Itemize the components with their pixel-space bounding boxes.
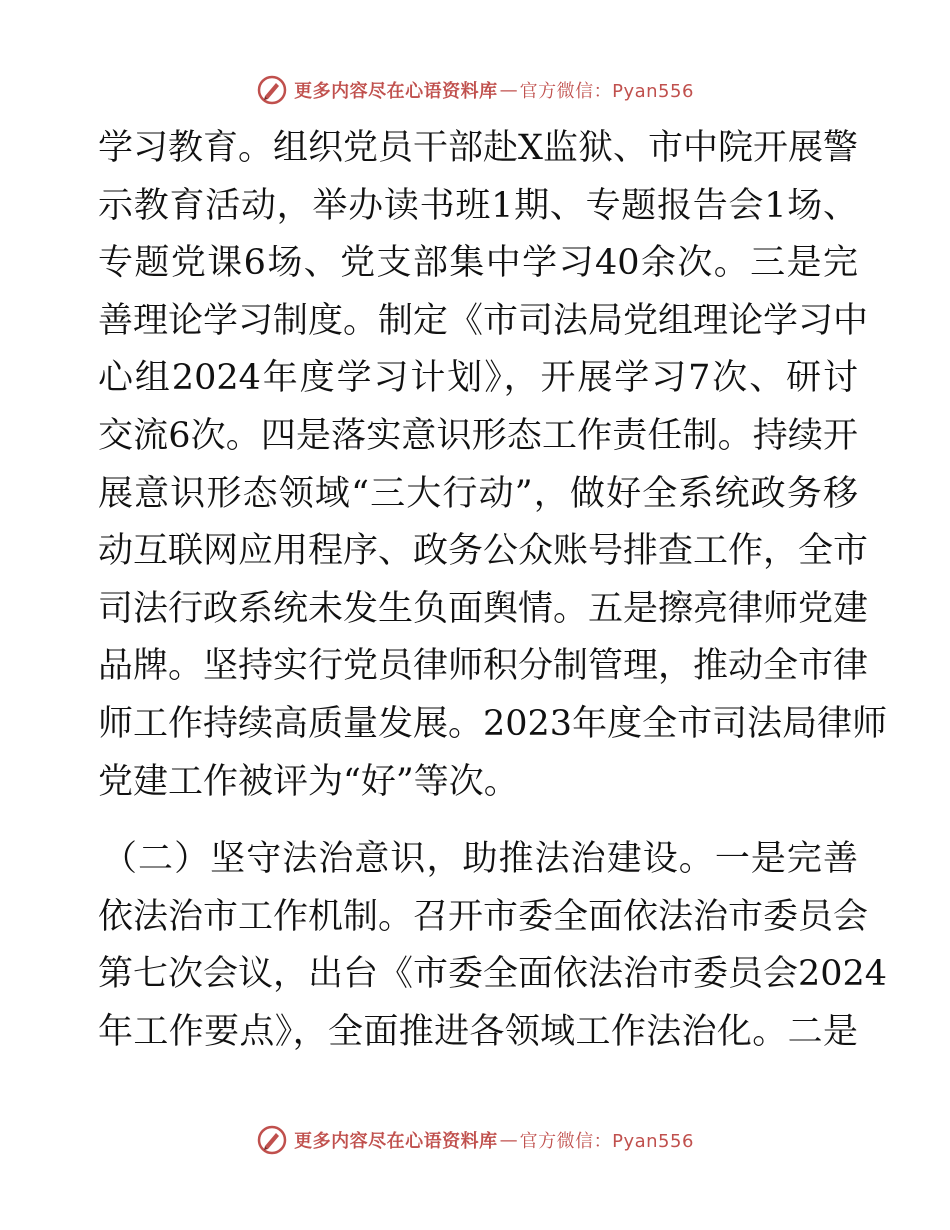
text-line: （二）坚守法治意识，助推法治建设。一是完善 [102, 839, 858, 880]
text-line: 第七次会议，出台《市委全面依法治市委员会2024 [98, 954, 888, 995]
header-banner [0, 72, 950, 108]
text-line: 党建工作被评为“好”等次。 [98, 761, 519, 802]
banner-dash: — [499, 79, 518, 101]
hand-pen-logo-icon [256, 74, 288, 106]
paragraph-2 [98, 831, 888, 1061]
text-line: 司法行政系统未发生负面舆情。五是擦亮律师党建 [98, 588, 869, 629]
text-line: 动互联网应用程序、政务公众账号排查工作，全市 [98, 531, 869, 572]
footer-banner [0, 1122, 950, 1158]
text-line: 善理论学习制度。制定《市司法局党组理论学习中 [98, 300, 869, 341]
banner-text: 更多内容尽在心语资料库 [294, 1131, 498, 1152]
text-line: 师工作持续高质量发展。2023年度全市司法局律师 [98, 703, 888, 744]
banner-contact: 官方微信：Pyan556 [519, 1131, 694, 1152]
paragraph-1 [98, 120, 888, 811]
text-line: 示教育活动，举办读书班1期、专题报告会1场、 [98, 185, 858, 226]
banner-contact: 官方微信：Pyan556 [519, 81, 694, 102]
text-line: 专题党课6场、党支部集中学习40余次。三是完 [98, 243, 858, 284]
text-line: 依法治市工作机制。召开市委全面依法治市委员会 [98, 896, 869, 937]
banner-text: 更多内容尽在心语资料库 [294, 81, 498, 102]
hand-pen-logo-icon [256, 1124, 288, 1156]
text-line: 心组2024年度学习计划》，开展学习7次、研讨 [98, 358, 858, 399]
text-line: 展意识形态领域“三大行动”，做好全系统政务移 [98, 473, 858, 514]
text-line: 交流6次。四是落实意识形态工作责任制。持续开 [98, 415, 858, 456]
text-line: 学习教育。组织党员干部赴X监狱、市中院开展警 [98, 128, 858, 168]
banner-dash: — [499, 1129, 518, 1151]
text-line: 年工作要点》，全面推进各领域工作法治化。二是 [98, 1011, 858, 1052]
document-body [98, 120, 888, 1062]
text-line: 品牌。坚持实行党员律师积分制管理，推动全市律 [98, 646, 869, 687]
